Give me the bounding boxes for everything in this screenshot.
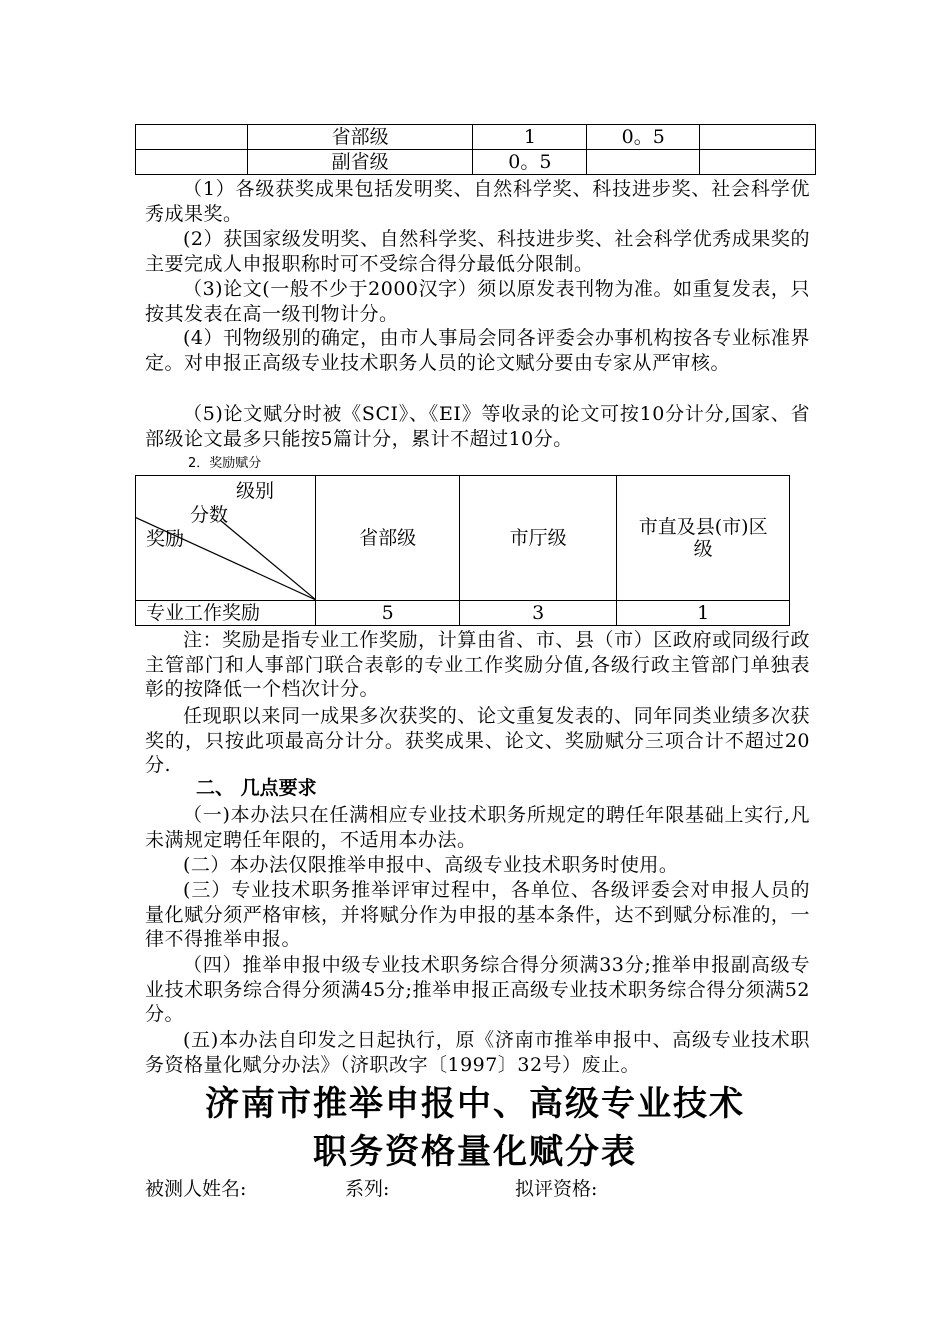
table-cell	[700, 150, 816, 175]
row-label: 专业工作奖励	[136, 601, 316, 626]
column-header: 省部级	[316, 476, 460, 601]
award-section-label: 2．奖励赋分	[188, 456, 262, 471]
requirement-3: (三）专业技术职务推举评审过程中，各单位、各级评委会对申报人员的量化赋分须严格审核，并将赋分作为申报的基本条件，达不到赋分标准的，一律不得推举申报。	[145, 879, 810, 950]
note-4: (4）刊物级别的确定，由市人事局会同各评委会办事机构按各专业标准界定。对申报正高级专业技术职务人员的论文赋分要由专家从严审核。	[145, 327, 810, 374]
series-label: 系列:	[345, 1178, 390, 1200]
award-rule: 任现职以来同一成果多次获奖的、论文重复发表的、同年同类业绩多次获奖的，只按此项最高分计分。获奖成果、论文、奖励赋分三项合计不超过20分.	[145, 705, 810, 776]
award-score-table	[135, 475, 790, 626]
requirements-heading: 二、 几点要求	[196, 777, 317, 799]
table-cell	[136, 125, 248, 150]
table-cell: 0。5	[587, 125, 700, 150]
table-header-row	[136, 476, 790, 601]
corner-score-label: 分数	[190, 504, 229, 526]
table-cell	[136, 150, 248, 175]
table-cell: 1	[473, 125, 587, 150]
qualification-label: 拟评资格:	[515, 1178, 598, 1200]
table-cell: 1	[617, 601, 790, 626]
requirement-4: （四）推举申报中级专业技术职务综合得分须满33分;推举申报副高级专业技术职务综合得分须满45分;推举申报正高级专业技术职务综合得分须满52分。	[145, 954, 810, 1025]
requirement-1: （一)本办法只在任满相应专业技术职务所规定的聘任年限基础上实行,凡未满规定聘任年限的，不适用本办法。	[145, 804, 810, 851]
note-5: （5)论文赋分时被《SCI》、《EI》等收录的论文可按10分计分,国家、省部级论文最多只能按5篇计分，累计不超过10分。	[145, 403, 810, 450]
table-cell: 省部级	[247, 125, 473, 150]
table-cell	[587, 150, 700, 175]
examinee-name-label: 被测人姓名:	[145, 1178, 247, 1200]
table-cell: 副省级	[247, 150, 473, 175]
table-row	[136, 150, 816, 175]
requirement-2: (二）本办法仅限推举申报中、高级专业技术职务时使用。	[183, 854, 679, 876]
note-2: (2）获国家级发明奖、自然科学奖、科技进步奖、社会科学优秀成果奖的主要完成人申报职称时可不受综合得分最低分限制。	[145, 228, 810, 275]
table-row	[136, 125, 816, 150]
diagonal-header-cell	[136, 476, 316, 601]
corner-level-label: 级别	[236, 480, 275, 502]
note-3: （3)论文(一般不少于2000汉字）须以原发表刊物为准。如重复发表，只按其发表在高一级刊物计分。	[145, 278, 810, 325]
award-note: 注：奖励是指专业工作奖励，计算由省、市、县（市）区政府或同级行政主管部门和人事部门联合表彰的专业工作奖励分值,各级行政主管部门单独表彰的按降低一个档次计分。	[145, 629, 810, 700]
requirement-5: (五)本办法自印发之日起执行，原《济南市推举申报中、高级专业技术职务资格量化赋分办法》（济职改字〔1997〕32号）废止。	[145, 1029, 810, 1076]
column-header-text: 市直及县(市)区级	[638, 516, 768, 560]
table-cell: 3	[459, 601, 616, 626]
form-title-line-1: 济南市推举申报中、高级专业技术	[205, 1084, 745, 1124]
corner-award-label: 奖励	[146, 528, 185, 550]
table-row	[136, 601, 790, 626]
form-title-line-2: 职务资格量化赋分表	[313, 1132, 637, 1172]
paper-score-table	[135, 124, 816, 175]
table-cell	[700, 125, 816, 150]
column-header: 市厅级	[459, 476, 616, 601]
table-cell: 0。5	[473, 150, 587, 175]
table-cell: 5	[316, 601, 460, 626]
note-1: （1）各级获奖成果包括发明奖、自然科学奖、科技进步奖、社会科学优秀成果奖。	[145, 178, 810, 225]
column-header	[617, 476, 790, 601]
